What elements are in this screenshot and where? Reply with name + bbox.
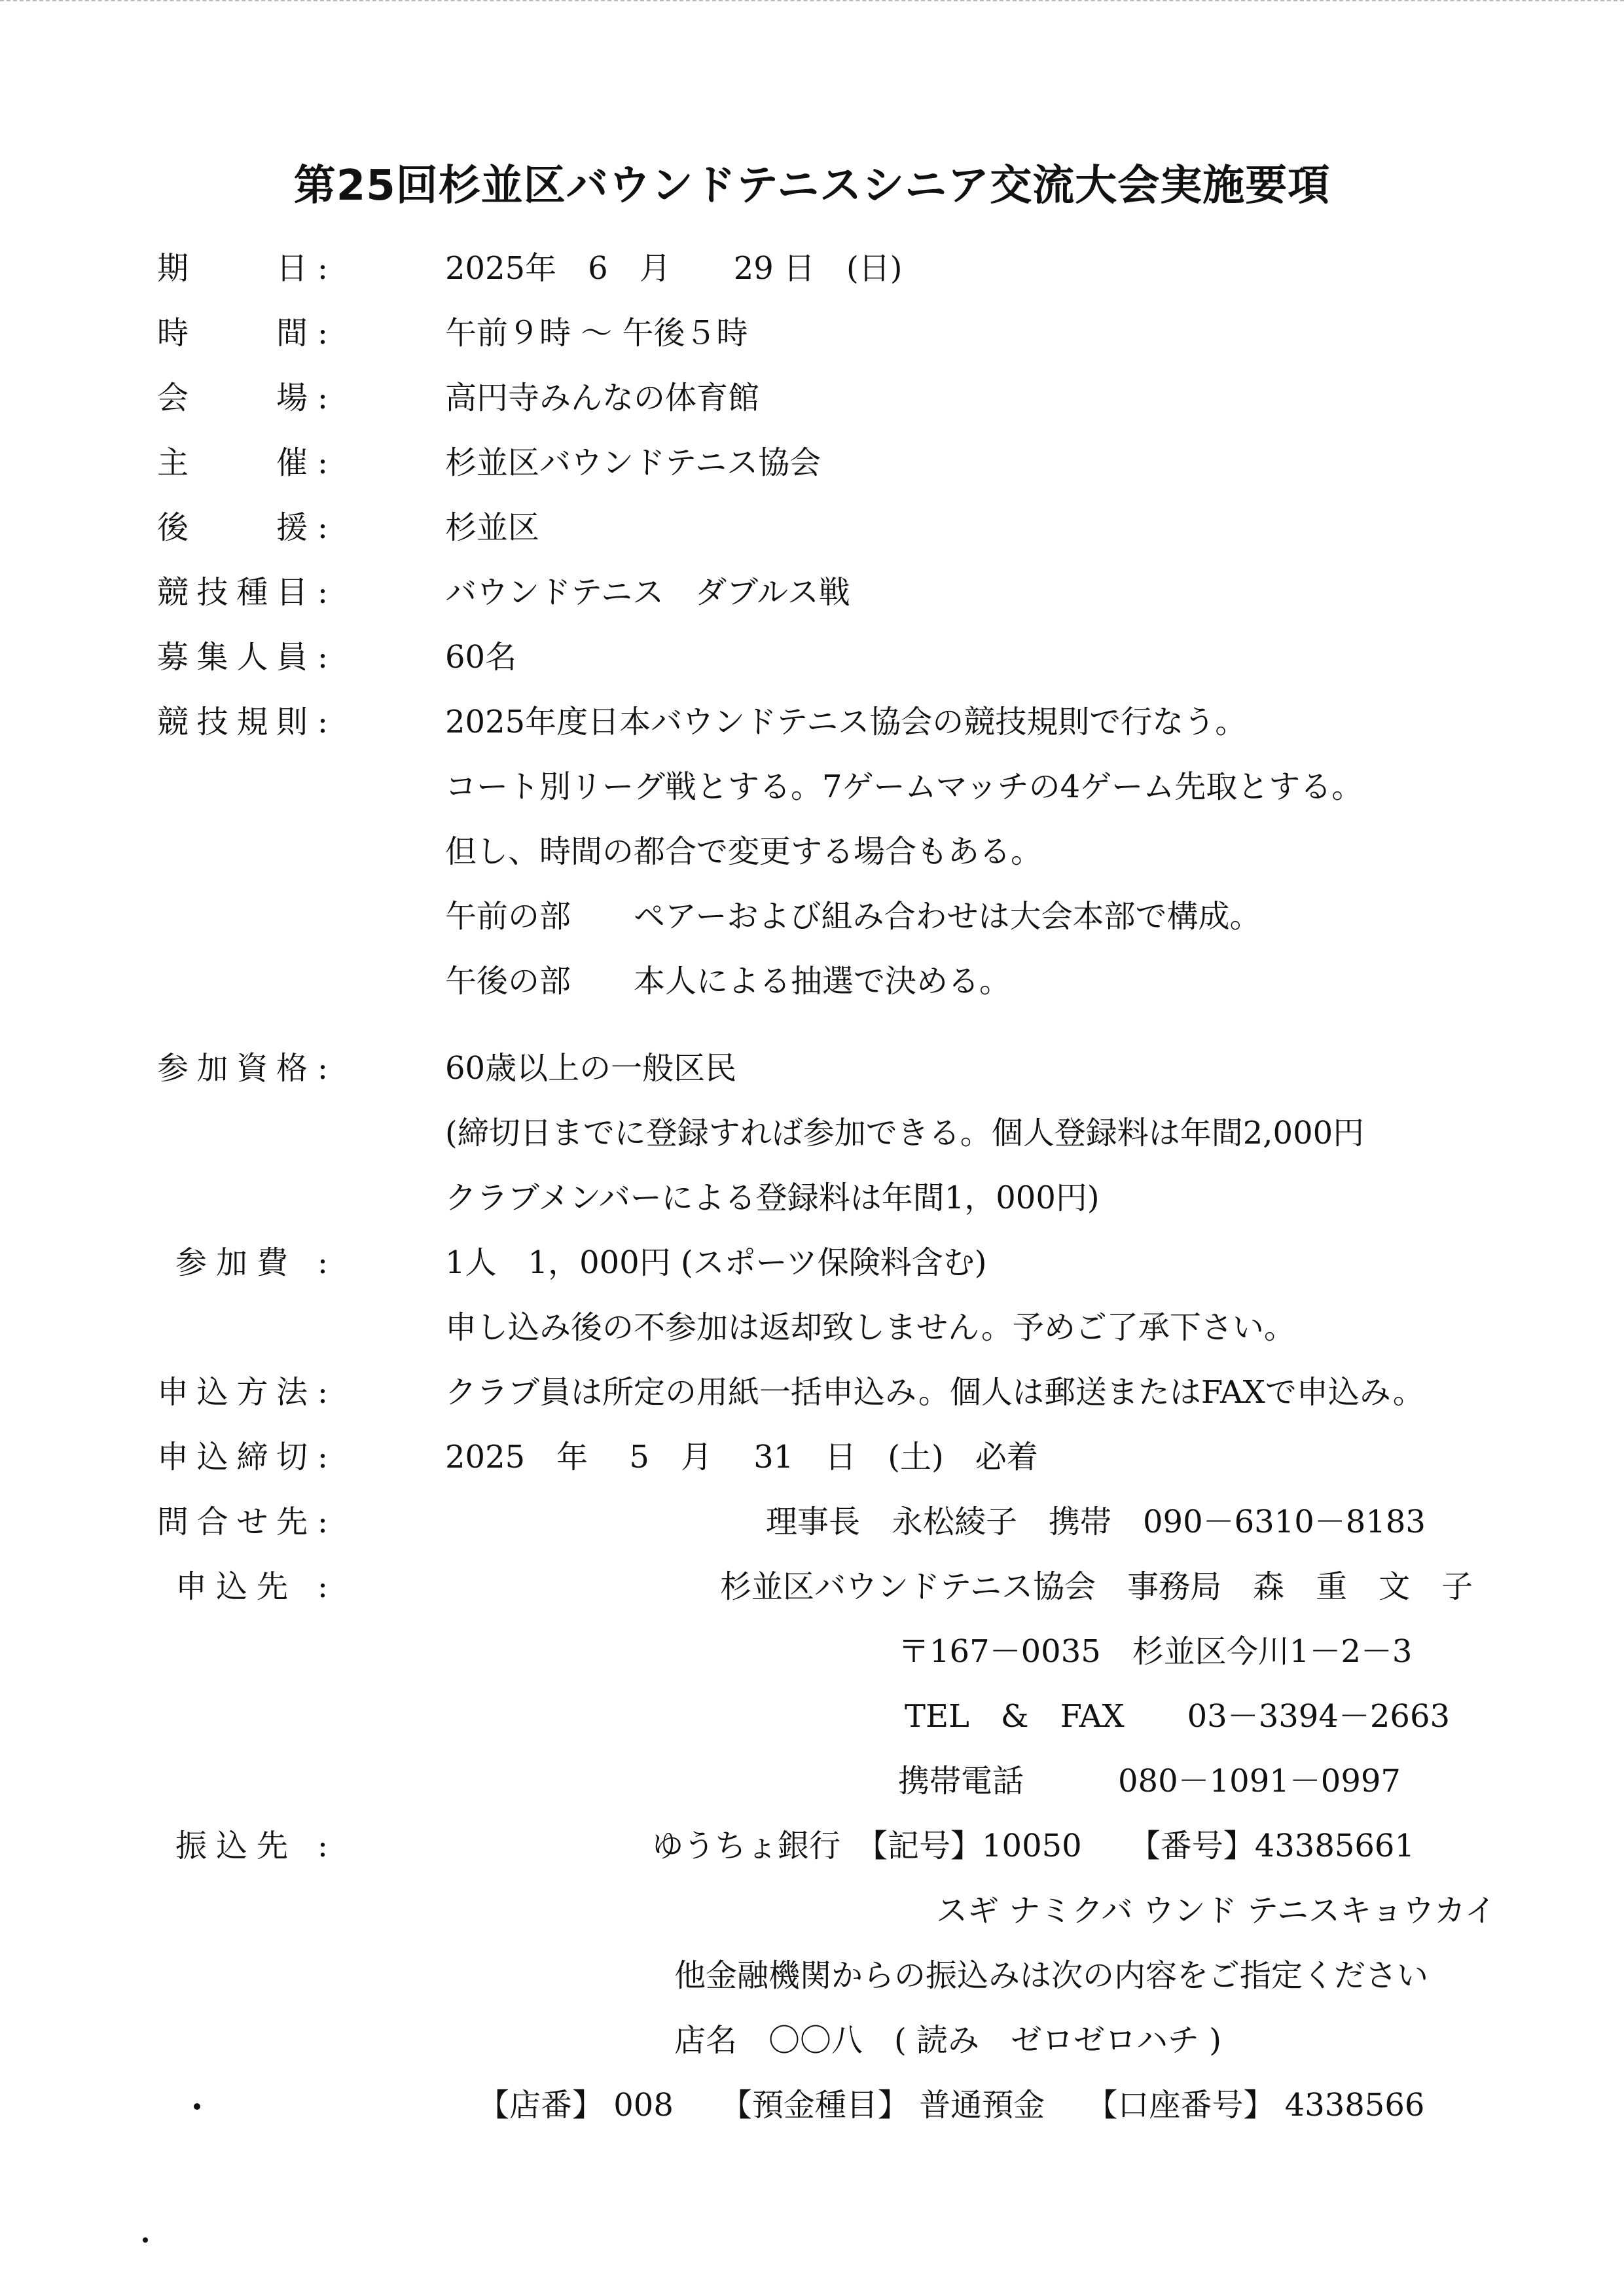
scan-speck <box>143 2237 148 2243</box>
colon: : <box>317 574 329 611</box>
eligibility-line: クラブメンバーによる登録料は年間1，000円) <box>445 1180 1100 1216</box>
transfer-line: スギ ナミクバ ウンド テニスキョウカイ <box>936 1892 1496 1929</box>
label-capacity: 募集人員 <box>157 639 308 676</box>
label-date: 期日 <box>157 250 308 287</box>
label-time: 時間 <box>157 315 308 352</box>
label-apply-to: 申込先 <box>175 1568 288 1605</box>
value-date: 2025年 6 月 29 日 (日) <box>445 250 903 287</box>
label-venue: 会場 <box>157 380 308 416</box>
label-host: 主催 <box>157 444 308 481</box>
value-event: バウンドテニス ダブルス戦 <box>445 574 850 611</box>
colon: : <box>317 1374 329 1411</box>
apply-to-line: 〒167－0035 杉並区今川1－2－3 <box>898 1633 1413 1670</box>
transfer-line: 店名 〇〇八 ( 読み ゼロゼロハチ ) <box>674 2022 1221 2059</box>
row-rules-4 <box>0 894 1624 939</box>
rules-line: 午後の部 本人による抽選で決める。 <box>445 963 1011 1000</box>
row-rules-3 <box>0 829 1624 875</box>
row-fee <box>0 1240 1624 1286</box>
label-event: 競技種目 <box>157 574 308 611</box>
row-date <box>0 245 1624 291</box>
row-eligibility-3 <box>0 1175 1624 1221</box>
row-time <box>0 310 1624 356</box>
colon: : <box>317 1050 329 1087</box>
row-apply-to-4 <box>0 1758 1624 1804</box>
fee-line: 1人 1，000円 (スポーツ保険料含む) <box>445 1244 987 1281</box>
rules-line: 但し、時間の都合で変更する場合もある。 <box>445 833 1043 870</box>
row-deadline <box>0 1434 1624 1480</box>
transfer-line: 他金融機関からの振込みは次の内容をご指定ください <box>674 1957 1429 1994</box>
colon: : <box>317 704 329 740</box>
row-rules-5 <box>0 958 1624 1004</box>
colon: : <box>317 1828 329 1864</box>
colon: : <box>317 1504 329 1540</box>
eligibility-line: (締切日までに登録すれば参加できる。個人登録料は年間2,000円 <box>445 1115 1365 1151</box>
scan-speck <box>194 2103 200 2110</box>
value-inquiry: 理事長 永松綾子 携帯 090－6310－8183 <box>766 1504 1426 1540</box>
value-support: 杉並区 <box>445 509 540 546</box>
rules-line: 2025年度日本バウンドテニス協会の競技規則で行なう。 <box>445 704 1247 740</box>
row-support <box>0 505 1624 551</box>
row-rules <box>0 699 1624 745</box>
label-rules: 競技規則 <box>157 704 308 740</box>
transfer-line: ゆうちょ銀行 【記号】10050 【番号】43385661 <box>652 1828 1415 1864</box>
value-method: クラブ員は所定の用紙一括申込み。個人は郵送またはFAXで申込み。 <box>445 1374 1424 1411</box>
colon: : <box>317 639 329 676</box>
row-transfer <box>0 1823 1624 1869</box>
eligibility-line: 60歳以上の一般区民 <box>445 1050 737 1087</box>
colon: : <box>317 250 329 287</box>
row-transfer-2 <box>0 1888 1624 1934</box>
colon: : <box>317 1568 329 1605</box>
row-apply-to-2 <box>0 1629 1624 1674</box>
row-host <box>0 440 1624 486</box>
row-transfer-5 <box>0 2082 1624 2128</box>
row-eligibility <box>0 1045 1624 1091</box>
row-capacity <box>0 634 1624 680</box>
row-inquiry <box>0 1499 1624 1545</box>
row-apply-to-3 <box>0 1693 1624 1739</box>
row-event <box>0 569 1624 615</box>
label-inquiry: 問合せ先 <box>157 1504 308 1540</box>
rules-line: 午前の部 ペアーおよび組み合わせは大会本部で構成。 <box>445 898 1261 935</box>
row-apply-to <box>0 1564 1624 1610</box>
label-fee: 参加費 <box>175 1244 288 1281</box>
colon: : <box>317 1244 329 1281</box>
row-transfer-4 <box>0 2017 1624 2063</box>
label-method: 申込方法 <box>157 1374 308 1411</box>
scan-top-edge <box>0 0 1624 7</box>
apply-to-line: 杉並区バウンドテニス協会 事務局 森 重 文 子 <box>720 1568 1473 1605</box>
row-eligibility-2 <box>0 1110 1624 1156</box>
apply-to-line: TEL & FAX 03－3394－2663 <box>905 1698 1451 1735</box>
row-method <box>0 1369 1624 1415</box>
value-deadline: 2025 年 5 月 31 日 (土) 必着 <box>445 1439 1038 1475</box>
apply-to-line: 携帯電話 080－1091－0997 <box>898 1763 1401 1799</box>
value-venue: 高円寺みんなの体育館 <box>445 380 760 416</box>
label-deadline: 申込締切 <box>157 1439 308 1475</box>
value-time: 午前９時 ～ 午後５時 <box>445 315 748 352</box>
rules-line: コート別リーグ戦とする。7ゲームマッチの4ゲーム先取とする。 <box>445 768 1363 805</box>
colon: : <box>317 1439 329 1475</box>
row-venue <box>0 375 1624 421</box>
label-support: 後援 <box>157 509 308 546</box>
label-eligibility: 参加資格 <box>157 1050 308 1087</box>
value-capacity: 60名 <box>445 639 517 676</box>
row-fee-2 <box>0 1305 1624 1350</box>
fee-line: 申し込み後の不参加は返却致しません。予めご了承下さい。 <box>445 1309 1295 1346</box>
document-title: 第25回杉並区バウンドテニスシニア交流大会実施要項 <box>293 162 1331 210</box>
label-transfer: 振込先 <box>175 1828 288 1864</box>
transfer-line: 【店番】 008 【預金種目】 普通預金 【口座番号】 4338566 <box>478 2087 1425 2123</box>
row-rules-2 <box>0 764 1624 810</box>
colon: : <box>317 444 329 481</box>
row-transfer-3 <box>0 1953 1624 1998</box>
colon: : <box>317 380 329 416</box>
colon: : <box>317 509 329 546</box>
value-host: 杉並区バウンドテニス協会 <box>445 444 821 481</box>
colon: : <box>317 315 329 352</box>
